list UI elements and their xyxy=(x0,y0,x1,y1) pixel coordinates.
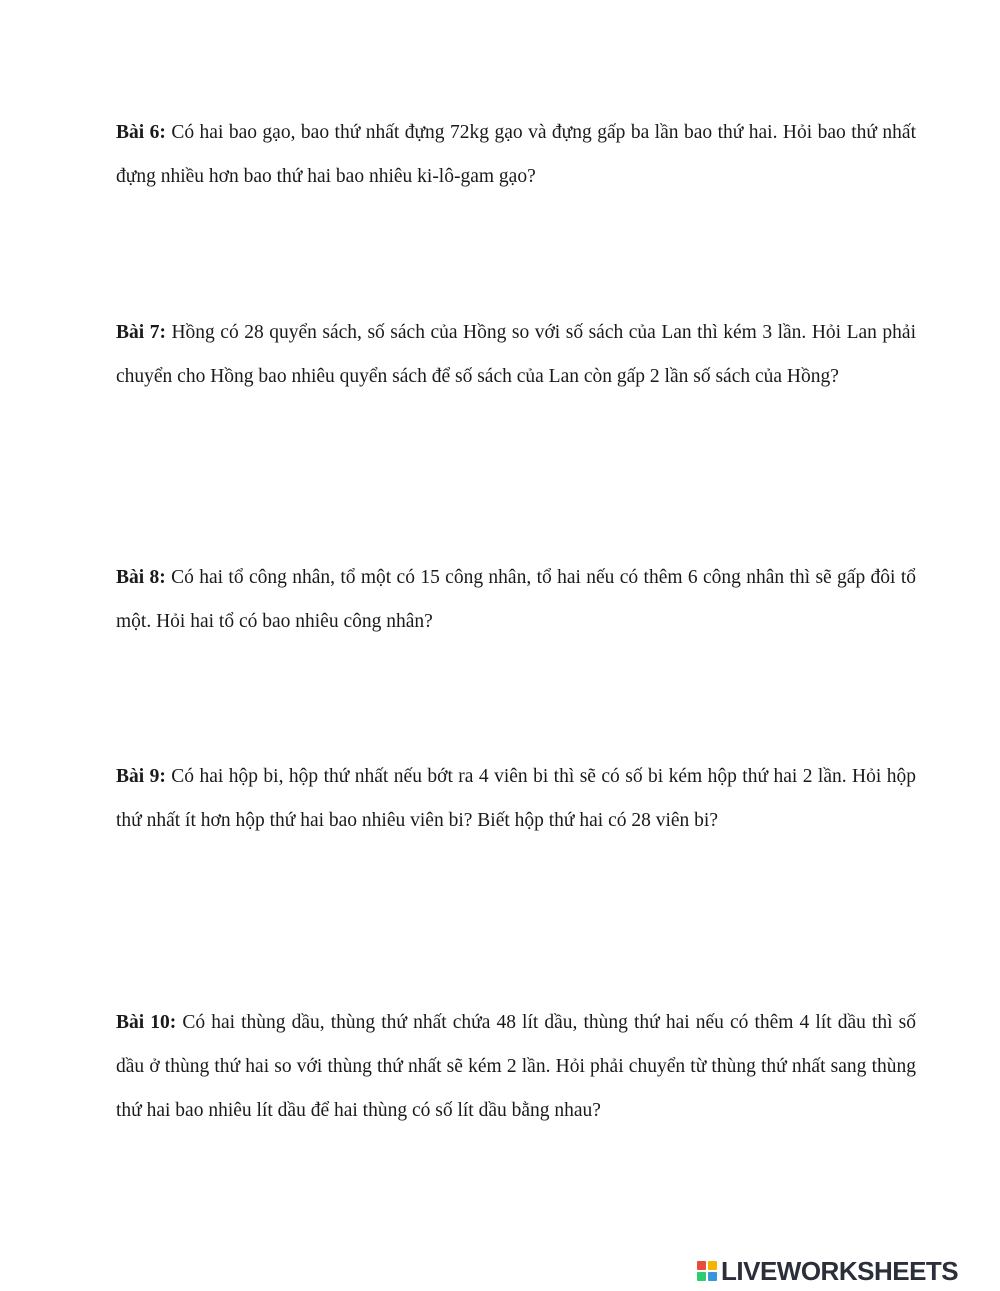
exercise-label: Bài 7: xyxy=(116,322,166,343)
exercise-8 xyxy=(116,556,916,644)
exercise-label: Bài 9: xyxy=(116,766,166,787)
exercise-text: Hồng có 28 quyển sách, số sách của Hồng so với số sách của Lan thì kém 3 lần. Hỏi Lan phải chuyển cho Hồng bao nhiêu quyển sách để số sách của Lan còn gấp 2 lần số sách của Hồng? xyxy=(116,322,916,387)
exercise-label: Bài 10: xyxy=(116,1012,177,1033)
logo-text: LIVEWORKSHEETS xyxy=(721,1255,959,1286)
logo-icon xyxy=(697,1261,717,1281)
exercise-label: Bài 6: xyxy=(116,122,166,143)
logo-square-yellow xyxy=(708,1261,717,1270)
exercise-10 xyxy=(116,1001,916,1133)
exercise-text: Có hai thùng dầu, thùng thứ nhất chứa 48 lít dầu, thùng thứ hai nếu có thêm 4 lít dầu thì số dầu ở thùng thứ hai so với thùng thứ nhất sẽ kém 2 lần. Hỏi phải chuyển từ thùng thứ nhất sang thùng thứ hai bao nhiêu lít dầu để hai thùng có số lít dầu bằng nhau? xyxy=(116,1012,916,1121)
exercise-text: Có hai hộp bi, hộp thứ nhất nếu bớt ra 4 viên bi thì sẽ có số bi kém hộp thứ hai 2 lần. Hỏi hộp thứ nhất ít hơn hộp thứ hai bao nhiêu viên bi? Biết hộp thứ hai có 28 viên bi? xyxy=(116,766,916,831)
exercise-6 xyxy=(116,111,916,199)
exercise-text: Có hai tổ công nhân, tổ một có 15 công nhân, tổ hai nếu có thêm 6 công nhân thì sẽ gấp đôi tổ một. Hỏi hai tổ có bao nhiêu công nhân? xyxy=(116,567,916,632)
exercise-9 xyxy=(116,755,916,843)
logo-square-blue xyxy=(708,1272,717,1281)
exercise-text: Có hai bao gạo, bao thứ nhất đựng 72kg gạo và đựng gấp ba lần bao thứ hai. Hỏi bao thứ nhất đựng nhiều hơn bao thứ hai bao nhiêu ki-lô-gam gạo? xyxy=(116,122,916,187)
logo-square-red xyxy=(697,1261,706,1270)
liveworksheets-logo xyxy=(697,1256,958,1286)
logo-square-green xyxy=(697,1272,706,1281)
exercise-7 xyxy=(116,311,916,399)
exercise-label: Bài 8: xyxy=(116,567,166,588)
